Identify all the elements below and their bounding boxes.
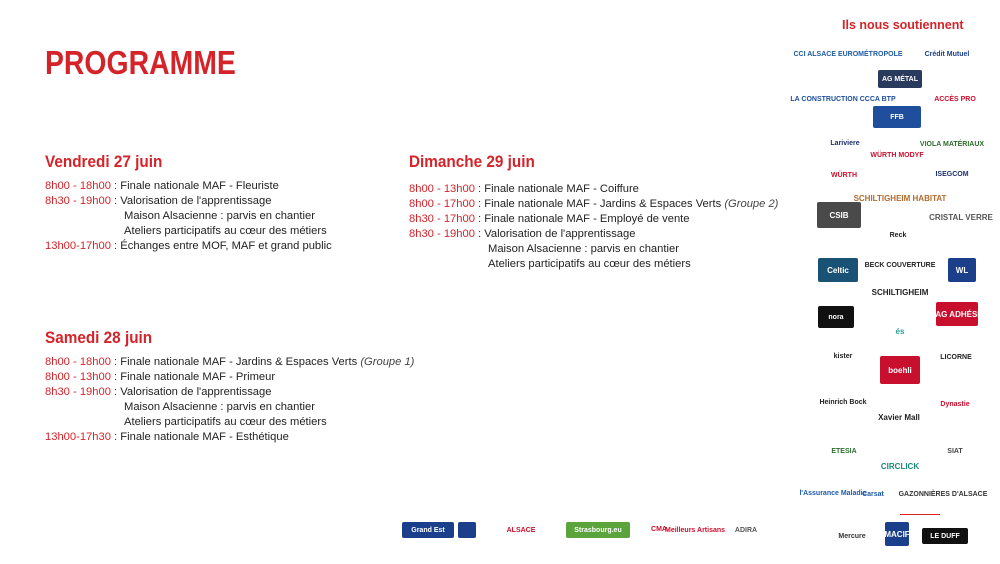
schedule-detail: Ateliers participatifs au cœur des métiers: [124, 225, 327, 237]
schedule-row: 8h00 - 18h00 : Finale nationale MAF - Fleuriste: [45, 180, 279, 192]
beck-couverture-logo: BECK COUVERTURE: [864, 261, 936, 269]
kister-logo: kister: [833, 352, 853, 360]
viola-logo: VIOLA MATÉRIAUX: [919, 140, 985, 148]
sdag-logo: SDAG ADHÉSIFS: [936, 302, 978, 326]
ffb-logo: FFB: [873, 106, 921, 128]
schiltigheim-logo: SCHILTIGHEIM: [871, 287, 929, 297]
day-friday: [45, 152, 332, 254]
assurance-maladie-logo: l'Assurance Maladie: [799, 489, 867, 497]
schedule-detail: Ateliers participatifs au cœur des métiers: [124, 416, 327, 428]
habitat-logo: SCHILTIGHEIM HABITAT: [853, 193, 947, 203]
eu-flag-logo: [458, 522, 476, 538]
celtic-logo: Celtic: [818, 258, 858, 282]
carsat-logo: Carsat: [862, 490, 884, 498]
wl-logo: WL: [948, 258, 976, 282]
cristal-verre-logo: CRISTAL VERRE: [929, 212, 993, 222]
heinrich-bock-logo: Heinrich Bock: [819, 398, 867, 406]
acces-pro-logo: ACCÈS PRO: [934, 95, 976, 103]
cci-alsace-logo: CCI ALSACE EUROMÉTROPOLE: [793, 50, 903, 58]
sponsors-title: Ils nous soutiennent: [842, 18, 964, 32]
le-duff-logo: LE DUFF: [922, 528, 968, 544]
adira-logo: ADIRA: [734, 526, 758, 534]
dynastie-logo: Dynastie: [940, 400, 970, 408]
mercure-logo: Mercure: [838, 532, 866, 540]
schedule-detail: Maison Alsacienne : parvis en chantier: [488, 243, 679, 255]
schedule-row: 13h00-17h00 : Échanges entre MOF, MAF et grand public: [45, 240, 332, 252]
day-saturday: [45, 328, 414, 445]
macif-logo: MACIF: [885, 522, 909, 546]
schedule-row: 8h00 - 13h00 : Finale nationale MAF - Coiffure: [409, 183, 639, 195]
schedule-row: 8h30 - 19h00 : Valorisation de l'apprentissage: [45, 386, 272, 398]
boehli-logo: boehli: [880, 356, 920, 384]
schedule-row: 8h30 - 19h00 : Valorisation de l'apprentissage: [409, 228, 636, 240]
isegcom-logo: ISEGCOM: [935, 170, 969, 178]
lariviere-logo: Lariviere: [830, 139, 860, 147]
ag-metal-logo: AG MÉTAL: [878, 70, 922, 88]
alsace-logo: ALSACE: [506, 526, 536, 534]
schedule-row: 8h00 - 18h00 : Finale nationale MAF - Jardins & Espaces Verts (Groupe 1): [45, 356, 415, 368]
schedule-row: 8h30 - 19h00 : Valorisation de l'apprentissage: [45, 195, 272, 207]
licorne-logo: LICORNE: [940, 353, 972, 361]
day-heading: Vendredi 27 juin: [45, 152, 163, 171]
circlick-logo: CIRCLICK: [880, 461, 920, 471]
etesia-logo: ETESIA: [831, 447, 857, 455]
schedule-detail: Maison Alsacienne : parvis en chantier: [124, 210, 315, 222]
schedule-row: 13h00-17h30 : Finale nationale MAF - Esthétique: [45, 431, 289, 443]
day-heading: Dimanche 29 juin: [409, 152, 535, 171]
siat-logo: SIAT: [947, 447, 963, 455]
reck-logo: Reck: [889, 231, 907, 239]
strasbourg-logo: Strasbourg.eu: [566, 522, 630, 538]
nora-logo: nora: [818, 306, 854, 328]
es-logo: és: [895, 326, 905, 336]
la-construction-logo: LA CONSTRUCTION CCCA BTP: [790, 95, 896, 103]
meilleurs-artisans-logo: Meilleurs Artisans: [664, 526, 726, 534]
schedule-row: 8h30 - 17h00 : Finale nationale MAF - Employé de vente: [409, 213, 690, 225]
grand-est-logo: Grand Est: [402, 522, 454, 538]
page-title: PROGRAMME: [45, 44, 236, 81]
schedule-detail: Ateliers participatifs au cœur des métiers: [488, 258, 691, 270]
wurth-logo: WÜRTH: [830, 171, 858, 179]
gazonnieres-logo: GAZONNIÈRES D'ALSACE: [898, 490, 988, 498]
day-heading: Samedi 28 juin: [45, 328, 153, 347]
wurth-modyf-logo: WÜRTH MODYF: [870, 151, 924, 159]
cma-logo: CMA: [651, 525, 667, 533]
schedule-row: 8h00 - 17h00 : Finale nationale MAF - Jardins & Espaces Verts (Groupe 2): [409, 198, 779, 210]
schedule-row: 8h00 - 13h00 : Finale nationale MAF - Primeur: [45, 371, 276, 383]
divider: [900, 514, 940, 515]
csib-logo: CSIB: [817, 202, 861, 228]
xavier-mall-logo: Xavier Mall: [878, 412, 920, 422]
credit-mutuel-logo: Crédit Mutuel: [924, 50, 970, 58]
schedule-detail: Maison Alsacienne : parvis en chantier: [124, 401, 315, 413]
day-sunday: [409, 152, 778, 272]
